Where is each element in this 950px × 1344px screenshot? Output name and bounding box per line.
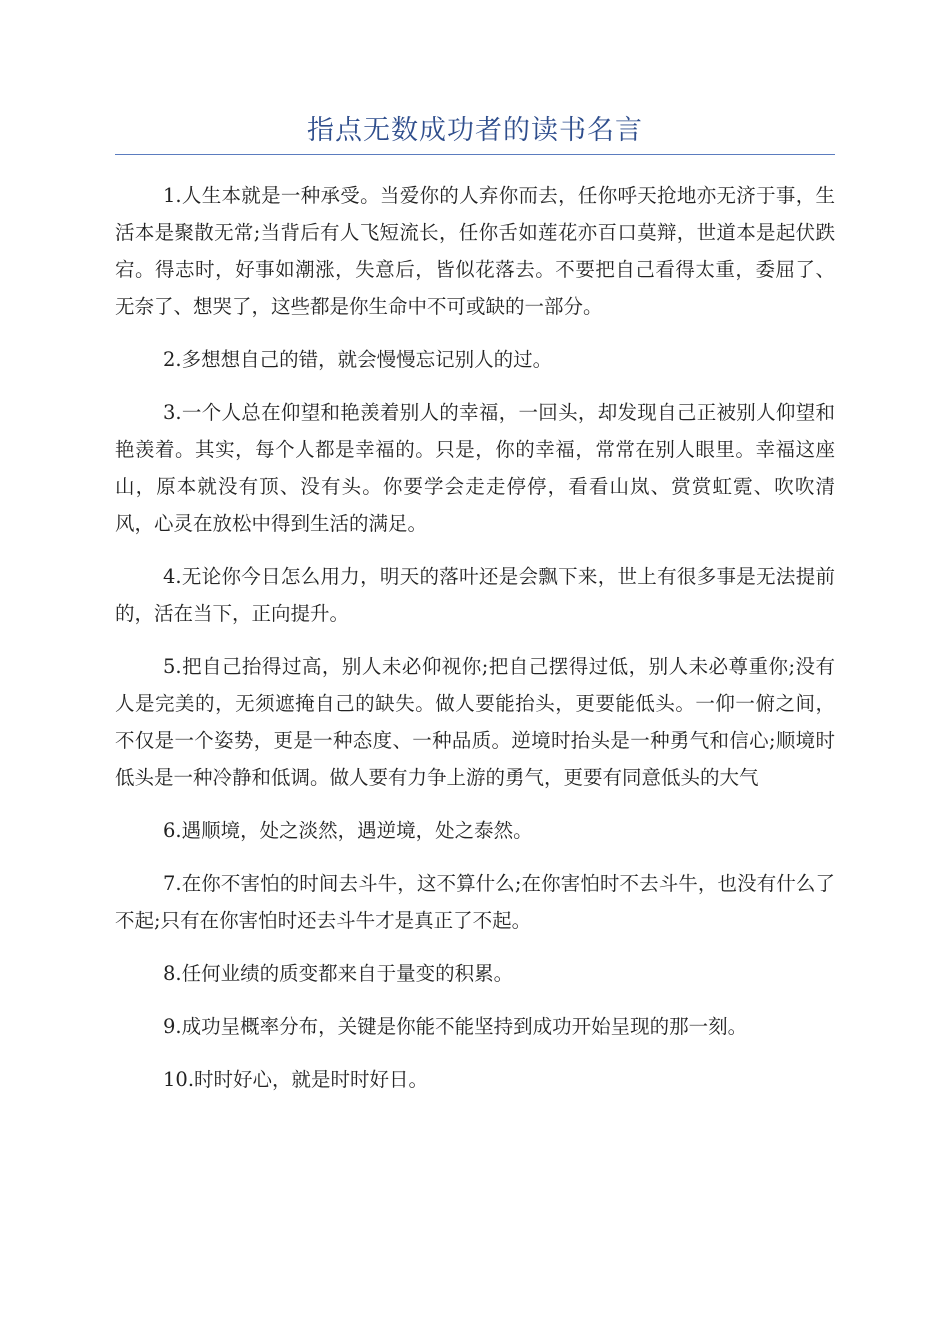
quote-paragraph-4: 4.无论你今日怎么用力，明天的落叶还是会飘下来，世上有很多事是无法提前的，活在当下，正向提升。 xyxy=(115,565,835,625)
quote-paragraph-3: 3.一个人总在仰望和艳羡着别人的幸福，一回头，却发现自己正被别人仰望和艳羡着。其实，每个人都是幸福的。只是，你的幸福，常常在别人眼里。幸福这座山，原本就没有顶、没有头。你要学会走走停停，看看山岚、赏赏虹霓、吹吹清风，心灵在放松中得到生活的满足。 xyxy=(115,401,835,535)
quote-paragraph-9: 9.成功呈概率分布，关键是你能不能坚持到成功开始呈现的那一刻。 xyxy=(163,1015,748,1038)
quote-paragraph-1: 1.人生本就是一种承受。当爱你的人弃你而去，任你呼天抢地亦无济于事，生活本是聚散无常;当背后有人飞短流长，任你舌如莲花亦百口莫辩，世道本是起伏跌宕。得志时，好事如潮涨，失意后，皆似花落去。不要把自己看得太重，委屈了、无奈了、想哭了，这些都是你生命中不可或缺的一部分。 xyxy=(115,184,835,318)
document-body xyxy=(115,177,835,1098)
document-page xyxy=(115,112,835,1114)
quote-paragraph-5: 5.把自己抬得过高，别人未必仰视你;把自己摆得过低，别人未必尊重你;没有人是完美的，无须遮掩自己的缺失。做人要能抬头，更要能低头。一仰一俯之间，不仅是一个姿势，更是一种态度、一种品质。逆境时抬头是一种勇气和信心;顺境时低头是一种冷静和低调。做人要有力争上游的勇气，更要有同意低头的大气 xyxy=(115,655,835,789)
quote-paragraph-2: 2.多想想自己的错，就会慢慢忘记别人的过。 xyxy=(163,348,553,371)
quote-paragraph-10: 10.时时好心，就是时时好日。 xyxy=(163,1068,429,1091)
quote-paragraph-8: 8.任何业绩的质变都来自于量变的积累。 xyxy=(163,962,514,985)
quote-paragraph-6: 6.遇顺境，处之淡然，遇逆境，处之泰然。 xyxy=(163,819,533,842)
quote-paragraph-7: 7.在你不害怕的时间去斗牛，这不算什么;在你害怕时不去斗牛，也没有什么了不起;只有在你害怕时还去斗牛才是真正了不起。 xyxy=(115,872,835,932)
document-title: 指点无数成功者的读书名言 xyxy=(115,112,835,155)
